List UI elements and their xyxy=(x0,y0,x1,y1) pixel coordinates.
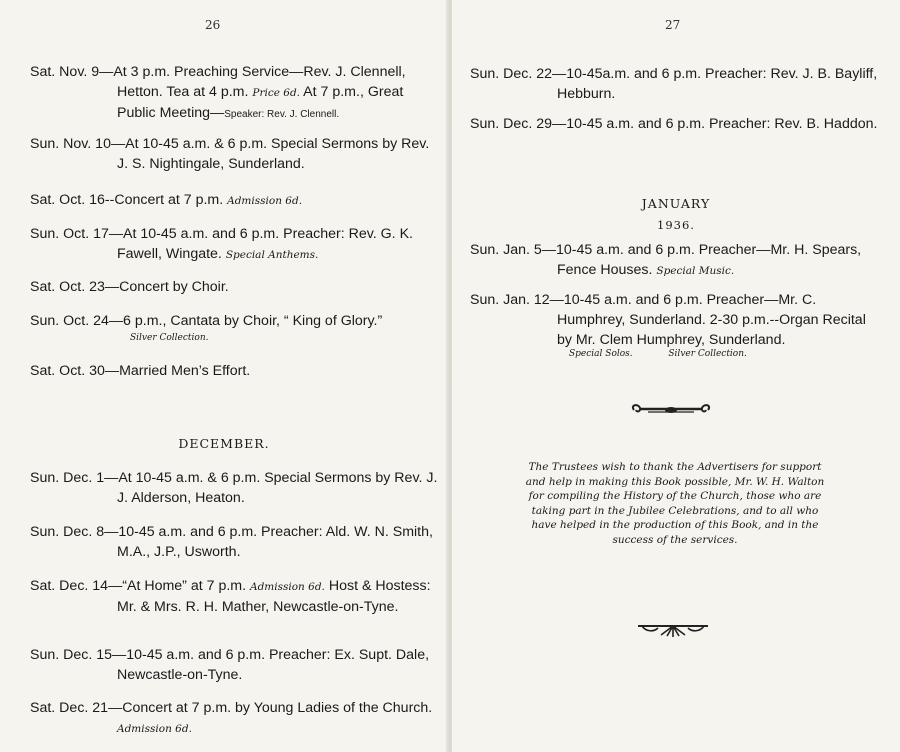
schedule-entry: Sun. Dec. 15—10-45 a.m. and 6 p.m. Preacher: Ex. Supt. Dale, Newcastle-on-Tyne. xyxy=(30,647,430,683)
month-heading: JANUARY xyxy=(641,196,711,211)
schedule-entry: Sat. Dec. 14—“At Home” at 7 p.m. Admission 6d. Host & Hostess: Mr. & Mrs. R. H. Mather, Newcastle-on-Tyne. xyxy=(30,578,431,615)
schedule-entry: Sun. Oct. 17—At 10-45 a.m. and 6 p.m. Preacher: Rev. G. K. Fawell, Wingate. Special Anthems. xyxy=(30,226,413,262)
schedule-entry: Sun. Dec. 8—10-45 a.m. and 6 p.m. Preacher: Ald. W. N. Smith, M.A., J.P., Usworth. xyxy=(30,524,433,560)
page-number: 26 xyxy=(205,18,221,32)
page-number: 27 xyxy=(665,18,681,32)
schedule-entry: Sat. Oct. 30—Married Men’s Effort. xyxy=(30,363,251,379)
schedule-entry: Sun. Dec. 22—10-45a.m. and 6 p.m. Preacher: Rev. J. B. Bayliff, Hebburn. xyxy=(470,66,878,102)
right-page xyxy=(452,0,900,752)
month-heading: DECEMBER. xyxy=(178,436,270,451)
schedule-entry: Sun. Jan. 5—10-45 a.m. and 6 p.m. Preacher—Mr. H. Spears, Fence Houses. Special Music. xyxy=(470,242,862,278)
schedule-entry: Sun. Nov. 10—At 10-45 a.m. & 6 p.m. Special Sermons by Rev. J. S. Nightingale, Sunderland. xyxy=(30,136,430,172)
year-heading: 1936. xyxy=(657,218,695,232)
collection-note: Silver Collection. xyxy=(668,349,747,359)
schedule-entry: Sun. Dec. 29—10-45 a.m. and 6 p.m. Preacher: Rev. B. Haddon. xyxy=(470,116,878,132)
notes-line xyxy=(569,349,747,359)
schedule-entry: Sat. Oct. 16--Concert at 7 p.m. Admission 6d. xyxy=(30,192,303,208)
collection-note: Silver Collection. xyxy=(130,333,209,343)
trustees-thanks: The Trustees wish to thank the Advertisers for support and help in making this Book possible, Mr. W. H. Walton for compiling the History of the Church, those who are taking part in the Jubilee Celebrations, and to all who have helped in the production of this Book, and in the success of the services. xyxy=(525,461,825,546)
left-page xyxy=(0,0,448,752)
schedule-entry: Sat. Oct. 23—Concert by Choir. xyxy=(30,279,229,295)
scroll-ornament-icon xyxy=(628,401,714,419)
fan-ornament-icon xyxy=(636,622,710,638)
schedule-entry: Sat. Dec. 21—Concert at 7 p.m. by Young Ladies of the Church. Admission 6d. xyxy=(30,700,433,735)
schedule-entry: Sat. Nov. 9—At 3 p.m. Preaching Service—Rev. J. Clennell, Hetton. Tea at 4 p.m. Price 6d. At 7 p.m., Great Public Meeting—Speaker: Rev. J. Clennell. xyxy=(30,64,406,121)
schedule-entry: Sun. Dec. 1—At 10-45 a.m. & 6 p.m. Special Sermons by Rev. J. J. Alderson, Heaton. xyxy=(30,470,438,506)
schedule-entry: Sun. Oct. 24—6 p.m., Cantata by Choir, “ King of Glory.” Silver Collection. xyxy=(30,311,445,345)
schedule-entry: Sun. Jan. 12—10-45 a.m. and 6 p.m. Preacher—Mr. C. Humphrey, Sunderland. 2-30 p.m.--Organ Recital by Mr. Clem Humphrey, Sunderland. xyxy=(470,292,866,348)
solos-note: Special Solos. xyxy=(569,349,633,359)
